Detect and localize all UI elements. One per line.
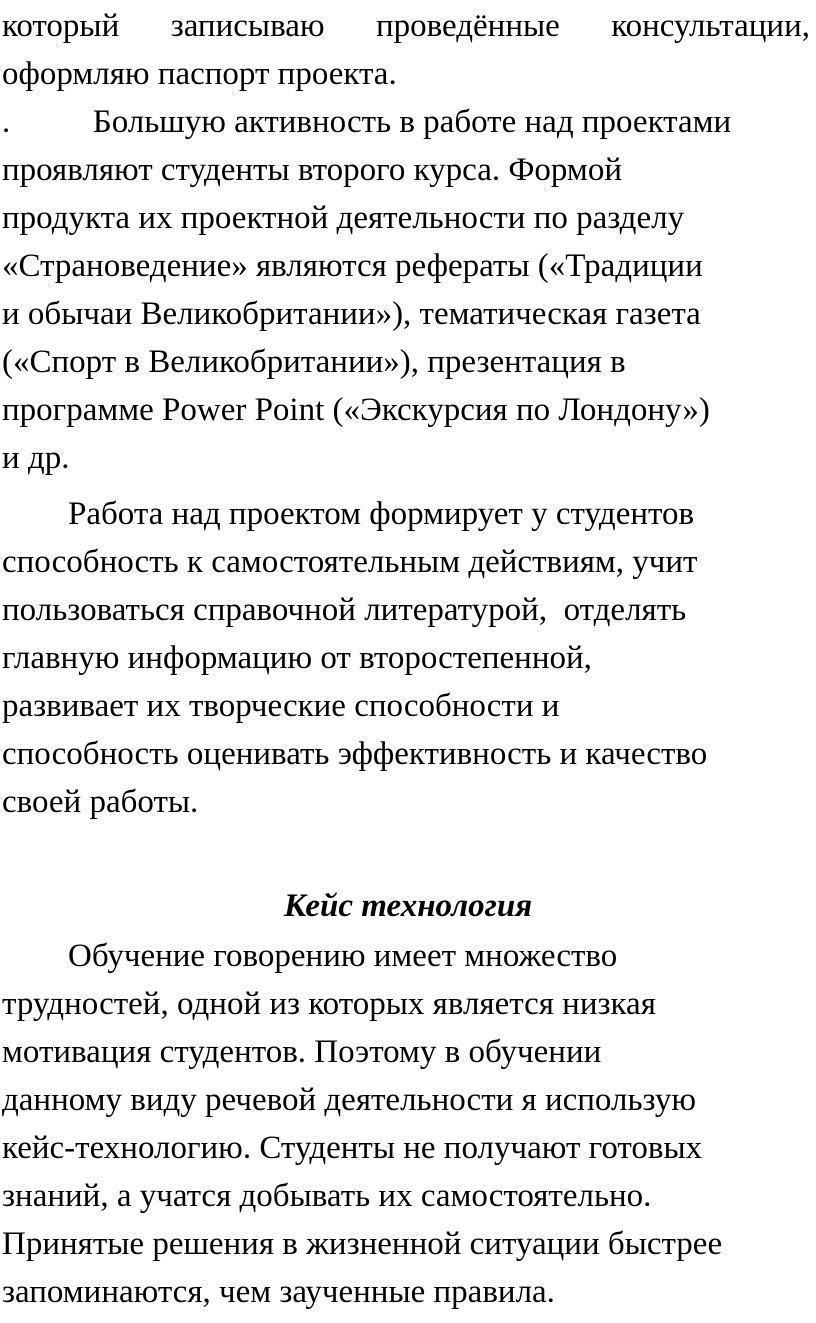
text-line: данному виду речевой деятельности я использую [2,1082,697,1118]
text-line: («Спорт в Великобритании»), презентация в [2,344,626,380]
text-line: проявляют студенты второго курса. Формой [2,152,622,188]
text-line: способность к самостоятельным действиям, учит [2,544,698,580]
text-line: развивает их творческие способности и [2,688,560,724]
text-line: Работа над проектом формирует у студентов [2,496,695,532]
text-line: запоминаются, чем заученные правила. [2,1274,555,1310]
text-line: кейс-технологию. Студенты не получают готовых [2,1130,703,1166]
text-line: трудностей, одной из которых является низкая [2,986,656,1022]
text-line: продукта их проектной деятельности по разделу [2,200,685,236]
text-line: оформляю паспорт проекта. [2,56,397,92]
text-line: «Страноведение» являются рефераты («Традиции [2,248,703,284]
text-line: и обычаи Великобритании»), тематическая газета [2,296,701,332]
text-line: пользоваться справочной литературой, отделять [2,592,687,628]
text-line: своей работы. [2,784,199,820]
text-line: Принятые решения в жизненной ситуации быстрее [2,1226,723,1262]
text-line: программе Power Point («Экскурсия по Лондону») [2,392,710,428]
text-line: знаний, а учатся добывать их самостоятельно. [2,1178,652,1214]
text-line: . Большую активность в работе над проектами [2,104,732,140]
text-line: который записываю проведённые консультации, [2,8,810,44]
text-line: способность оценивать эффективность и качество [2,736,708,772]
text-line: мотивация студентов. Поэтому в обучении [2,1034,602,1070]
text-line: и др. [2,440,70,476]
section-heading: Кейс технология [283,888,533,924]
text-line: Обучение говорению имеет множество [2,938,618,974]
text-line: главную информацию от второстепенной, [2,640,592,676]
